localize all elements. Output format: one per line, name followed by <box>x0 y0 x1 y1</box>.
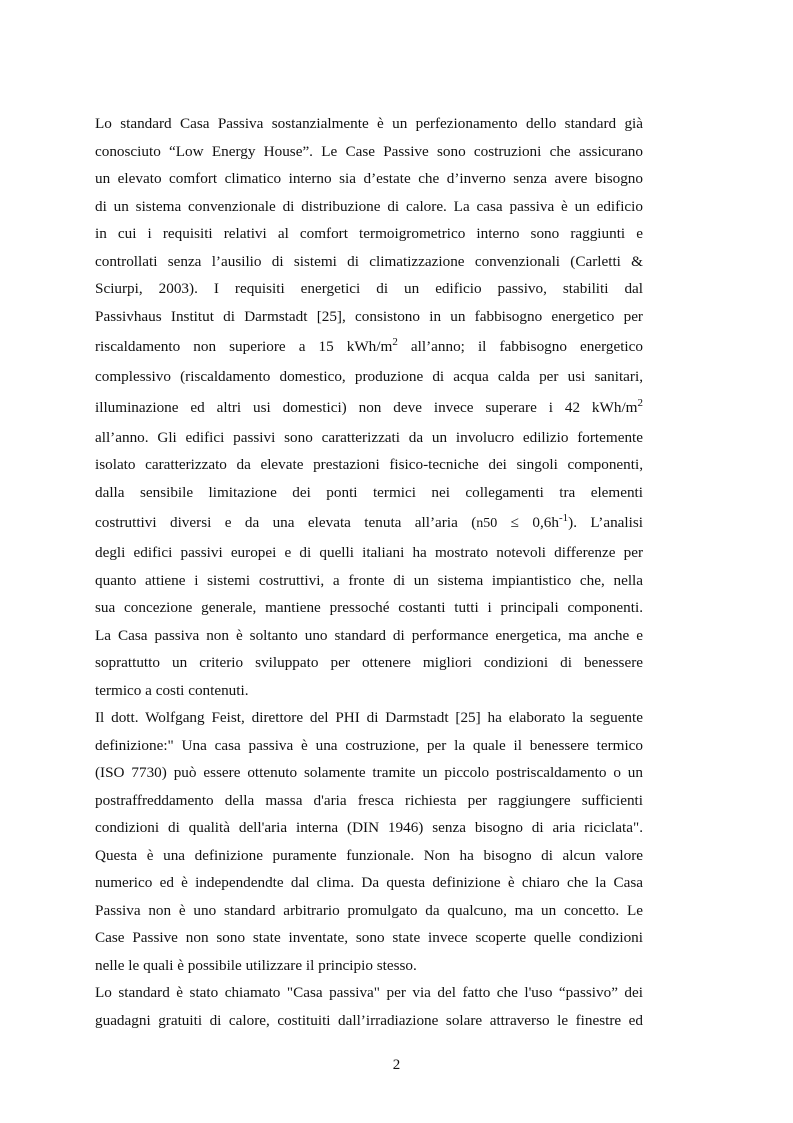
text-line: di un sistema convenzionale di distribuzione di calore. La casa passiva è un edificio <box>95 197 643 215</box>
text-line: postraffreddamento della massa d'aria fresca richiesta per raggiungere sufficienti <box>95 791 643 809</box>
text-segment: ). L’analisi <box>568 514 643 531</box>
text-line: Passiva non è uno standard arbitrario promulgato da qualcuno, ma un concetto. Le <box>95 901 643 919</box>
superscript: 2 <box>392 336 398 348</box>
text-segment: riscaldamento non superiore a 15 kWh/m <box>95 338 393 355</box>
text-line: conosciuto “Low Energy House”. Le Case Passive sono costruzioni che assicurano <box>95 142 643 160</box>
text-line: condizioni di qualità dell'aria interna (DIN 1946) senza bisogno di aria riciclata". <box>95 819 643 836</box>
text-line: dalla sensibile limitazione dei ponti termici nei collegamenti tra elementi <box>95 483 643 501</box>
text-line: numerico ed è independendte dal clima. Da questa definizione è chiaro che la Casa <box>95 874 643 891</box>
text-line <box>95 330 643 363</box>
text-line: degli edifici passivi europei e di quelli italiani ha mostrato notevoli differenze per <box>95 544 643 561</box>
text-segment: illuminazione ed altri usi domestici) non deve invece superare i 42 kWh/m <box>95 398 638 416</box>
text-segment: n50 <box>476 516 498 531</box>
text-line: all’anno. Gli edifici passivi sono caratterizzati da un involucro edilizio fortemente <box>95 428 643 446</box>
document-body <box>95 110 643 1034</box>
superscript: -1 <box>558 512 569 524</box>
text-line: quanto attiene i sistemi costruttivi, a fronte di un sistema impiantistico che, nella <box>95 571 643 589</box>
text-line: Case Passive non sono state inventate, sono state invece scoperte quelle condizioni <box>95 929 643 946</box>
text-line: Lo standard è stato chiamato "Casa passiva" per via del fatto che l'uso “passivo” dei <box>95 984 643 1001</box>
page-number: 2 <box>392 1057 401 1073</box>
text-line: un elevato comfort climatico interno sia d’estate che d’inverno senza avere bisogno <box>95 170 643 187</box>
text-line: nelle le quali è possibile utilizzare il principio stesso. <box>95 956 417 974</box>
text-segment: all’anno; il fabbisogno energetico <box>397 338 643 355</box>
text-line: Sciurpi, 2003). I requisiti energetici di un edificio passivo, stabiliti dal <box>95 280 643 297</box>
text-line: Lo standard Casa Passiva sostanzialmente è un perfezionamento dello standard già <box>95 115 643 132</box>
text-line: Questa è una definizione puramente funzionale. Non ha bisogno di alcun valore <box>95 846 643 864</box>
text-line: guadagni gratuiti di calore, costituiti dall’irradiazione solare attraverso le finestre ed <box>95 1011 643 1029</box>
text-line: (ISO 7730) può essere ottenuto solamente tramite un piccolo postriscaldamento o un <box>95 764 643 781</box>
text-line: in cui i requisiti relativi al comfort termoigrometrico interno sono raggiunti e <box>95 225 643 242</box>
superscript: 2 <box>637 396 643 409</box>
text-line <box>95 391 643 424</box>
text-line: definizione:" Una casa passiva è una costruzione, per la quale il benessere termico <box>95 736 643 754</box>
text-line: La Casa passiva non è soltanto uno standard di performance energetica, ma anche e <box>95 626 643 644</box>
text-line: soprattutto un criterio sviluppato per ottenere migliori condizioni di benessere <box>95 654 643 671</box>
text-line: termico a costi contenuti. <box>95 681 249 699</box>
text-segment: ≤ 0,6h <box>497 514 559 531</box>
text-line: Passivhaus Institut di Darmstadt [25], consistono in un fabbisogno energetico per <box>95 307 643 325</box>
text-line: Il dott. Wolfgang Feist, direttore del PHI di Darmstadt [25] ha elaborato la seguente <box>95 709 643 726</box>
text-line <box>95 506 643 539</box>
text-line: isolato caratterizzato da elevate prestazioni fisico-tecniche dei singoli componenti, <box>95 456 643 473</box>
text-line: complessivo (riscaldamento domestico, produzione di acqua calda per usi sanitari, <box>95 368 643 385</box>
text-line: sua concezione generale, mantiene pressoché costanti tutti i principali componenti. <box>95 599 643 616</box>
text-segment: costruttivi diversi e da una elevata tenuta all’aria ( <box>95 514 477 531</box>
text-line: controllati senza l’ausilio di sistemi di climatizzazione convenzionali (Carletti & <box>95 252 643 270</box>
